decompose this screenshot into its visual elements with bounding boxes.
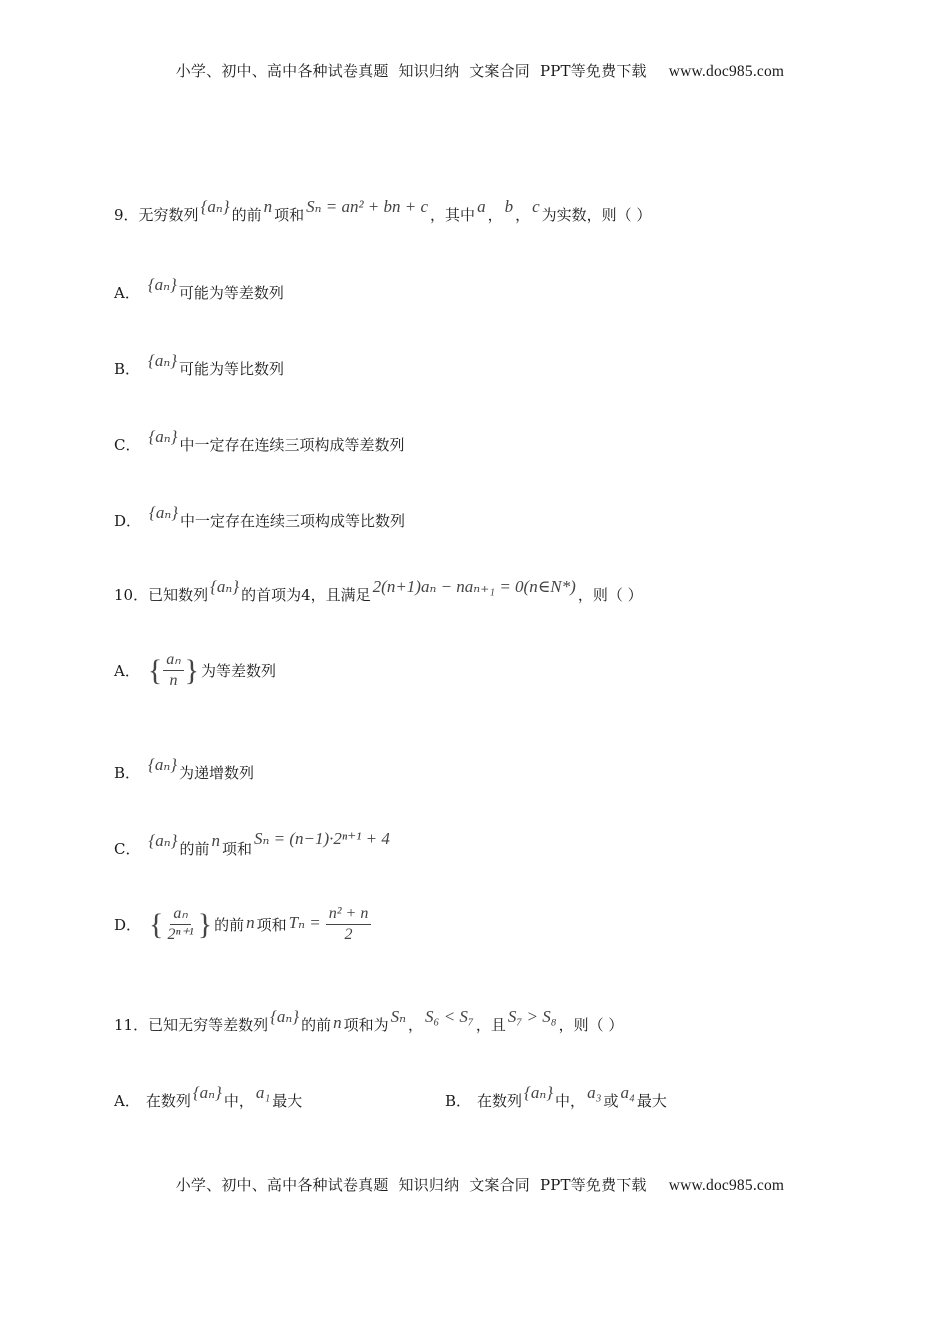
option-text: 可能为等差数列 [178,284,284,302]
question-text: 的首项为4，且满足 [241,586,371,604]
option-label: D． [114,512,142,530]
brace-fraction: { $\frac{\text{aₙ}}{n}$ } [147,651,200,689]
term: a₃ [587,1082,602,1102]
question-text: ，其中 [430,206,476,224]
option-label: B． [114,360,141,378]
option-text: 在数列 [145,1092,191,1110]
question-number: 9． [114,206,139,224]
option-11a[interactable] [114,1082,303,1111]
formula: Sₙ = (n−1)·2ⁿ⁺¹ + 4 [254,828,390,848]
sequence-symbol: {aₙ} [148,830,178,850]
variable-n: n [211,830,220,850]
option-label: A． [114,662,140,680]
question-text: ，且 [475,1016,506,1034]
variable-n: n [246,912,255,932]
question-text: 为实数，则（ ） [541,206,652,224]
fraction-denominator: 2ⁿ⁺¹ [167,926,194,943]
option-text: 中一定存在连续三项构成等比数列 [180,512,406,530]
fraction-numerator: aₙ [170,904,190,925]
option-text: 或 [603,1092,619,1110]
option-text: 为等差数列 [201,662,277,680]
question-text: ，则（ ） [558,1016,624,1034]
option-label: A． [114,1092,140,1110]
fraction-numerator: aₙ [163,650,183,671]
variable-a: a [477,196,486,216]
brace-fraction: { $\frac{\text{aₙ}}{\text{2ⁿ⁺¹}}$ } [149,905,213,943]
sequence-symbol: {aₙ} [270,1006,300,1026]
formula: 2(n+1)aₙ − naₙ₊₁ = 0(n∈N*) [372,576,576,596]
sequence-symbol: {aₙ} [200,196,230,216]
option-text: 的前 [179,840,210,858]
header-text: 小学、初中、高中各种试卷真题 知识归纳 文案合同 PPT等免费下载 [175,62,647,80]
question-number: 10． [114,586,149,604]
option-text: 中一定存在连续三项构成等差数列 [179,436,405,454]
sequence-symbol: {aₙ} [210,576,240,596]
variable-n: n [263,196,273,216]
option-10c[interactable] [114,828,392,859]
term: a₁ [255,1082,271,1102]
fraction-numerator: n² + n [326,904,372,925]
header-site: www.doc985.com [668,63,785,80]
sequence-symbol: {aₙ} [192,1082,222,1102]
option-text: 项和 [222,840,253,858]
variable-n: n [333,1012,342,1032]
option-9d[interactable] [114,502,406,531]
option-text: 最大 [636,1092,667,1110]
question-11 [114,1006,624,1035]
sequence-symbol: {aₙ} [148,426,178,446]
separator: ， [515,206,531,224]
variable-c: c [532,196,540,216]
fraction-denominator: 2 [344,926,353,943]
sum-symbol: Sₙ [390,1006,407,1026]
separator: ， [487,206,503,224]
footer-site: www.doc985.com [668,1177,785,1194]
option-label: D． [114,916,142,934]
question-text: 项和 [274,206,305,224]
option-text: 为递增数列 [179,764,255,782]
question-number: 11． [114,1016,149,1034]
variable-b: b [504,196,514,216]
option-10b[interactable] [114,754,255,783]
condition-1: S₆ < S₇ [425,1006,474,1026]
footer-text: 小学、初中、高中各种试卷真题 知识归纳 文案合同 PPT等免费下载 [175,1176,647,1194]
question-text: 项和为 [343,1016,389,1034]
formula-lhs: Tₙ = [288,912,321,932]
sequence-symbol: {aₙ} [148,350,178,370]
formula: Sₙ = an² + bn + c [306,196,429,216]
option-text: 项和 [256,916,287,934]
option-text: 最大 [272,1092,303,1110]
sequence-symbol: {aₙ} [149,502,179,522]
term: a₄ [620,1082,635,1102]
question-text: 已知数列 [148,586,209,604]
page-footer [0,1156,950,1195]
condition-2: S₇ > S₈ [507,1006,557,1026]
option-text: 中， [555,1092,586,1110]
option-label: C． [114,840,141,858]
question-text: 的前 [301,1016,332,1034]
option-text: 可能为等比数列 [179,360,285,378]
option-10d[interactable] [114,904,374,945]
formula-fraction [326,904,372,945]
sequence-symbol: {aₙ} [147,274,177,294]
question-text: 的前 [231,206,262,224]
option-label: A． [114,284,140,302]
page-header [0,42,950,81]
option-text: 中， [223,1092,254,1110]
option-label: B． [114,764,141,782]
question-9 [114,196,652,225]
fraction-denominator: n [169,672,178,689]
option-9c[interactable] [114,426,405,455]
option-text: 的前 [214,916,245,934]
sequence-symbol: {aₙ} [524,1082,554,1102]
option-label: B． [445,1092,472,1110]
option-11b[interactable] [445,1082,667,1111]
sequence-symbol: {aₙ} [148,754,178,774]
question-10 [114,576,643,605]
option-text: 在数列 [477,1092,523,1110]
question-text: 无穷数列 [138,206,199,224]
option-9a[interactable] [114,274,284,303]
option-label: C． [114,436,141,454]
question-text: 已知无穷等差数列 [148,1016,269,1034]
option-9b[interactable] [114,350,285,379]
question-text: ，则（ ） [577,586,643,604]
option-10a[interactable] [114,650,276,691]
separator: ， [408,1016,424,1034]
